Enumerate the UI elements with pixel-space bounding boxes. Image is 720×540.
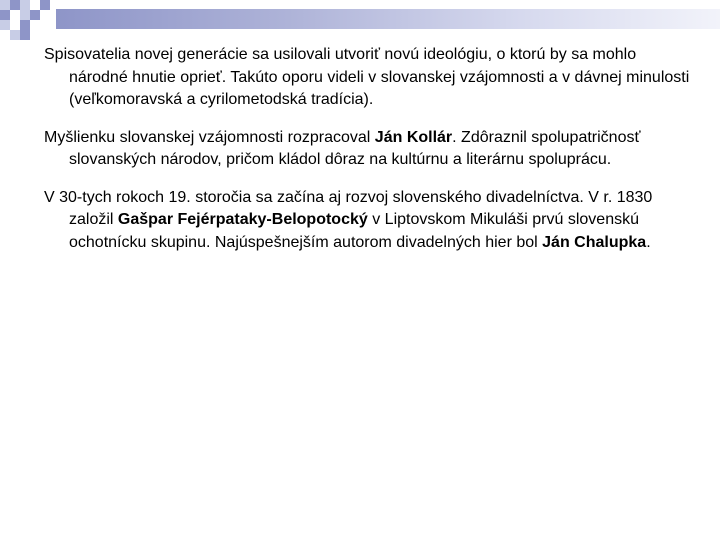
bold-name-chalupka: Ján Chalupka <box>542 233 647 251</box>
decorative-square <box>20 10 30 20</box>
header-gradient-band <box>56 9 720 29</box>
paragraph-text: . <box>646 233 651 251</box>
paragraph-text: v Liptovskom Mikuláši prvú slovenskú ochotnícku skupinu. Najúspešnejším autorom divadelných hier bol <box>69 211 639 251</box>
bold-name-belopotocky: Gašpar Fejérpataky-Belopotocký <box>117 211 368 228</box>
decorative-square <box>10 0 20 10</box>
decorative-square <box>0 0 10 10</box>
paragraph-slovak-ideology <box>44 44 694 112</box>
slide-body <box>44 44 694 269</box>
decorative-square <box>40 0 50 10</box>
decorative-square <box>0 20 10 30</box>
paragraph-text: Spisovatelia novej generácie sa usilovali utvoriť novú ideológiu, o ktorú by sa mohlo národné hnutie oprieť. Takúto oporu videli v slovanskej vzájomnosti a v dávnej minulosti (veľkomoravská a cyrilometodská tradícia). <box>44 46 690 108</box>
paragraph-text: . Zdôraznil spolupatričnosť slovanských národov, pričom kládol dôraz na kultúrnu a literárnu spoluprácu. <box>69 128 641 168</box>
paragraph-kollar <box>44 127 694 172</box>
decorative-square <box>20 30 30 40</box>
decorative-square <box>10 30 20 40</box>
paragraph-text: Myšlienku slovanskej vzájomnosti rozpracoval <box>44 128 375 146</box>
decorative-square <box>0 10 10 20</box>
decorative-square <box>30 10 40 20</box>
bold-name-kollar: Ján Kollár <box>374 128 453 146</box>
paragraph-text: V 30-tych rokoch 19. storočia sa začína aj rozvoj slovenského divadelníctva. V r. 1830 založil <box>44 188 653 228</box>
paragraph-theatre <box>44 187 694 255</box>
decorative-square <box>20 20 30 30</box>
decorative-square <box>20 0 30 10</box>
